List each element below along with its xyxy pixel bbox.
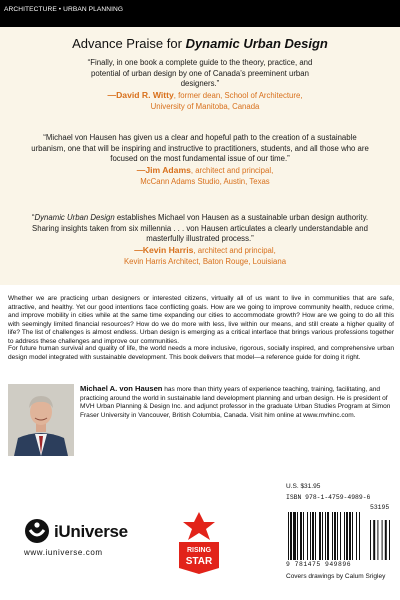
- author-bio-text: has more than thirty years of experience teaching, training, facilitating, and practicing around the world in sustainable land development planning and urban design. He is president of MVH Urban Planning & Design Inc. and adjunct professor in the graduate Urban Studies Program at Simon Fraser University in Vancouver, British Columbia, Canada. Visit him online at www.mvhinc.com.: [80, 386, 391, 419]
- cover-credit: Covers drawings by Calum Srigley: [286, 573, 386, 580]
- quote-attribution: [40, 245, 370, 267]
- description-paragraph: Whether we are practicing urban designers or interested citizens, virtually all of us want to live in communities that are safe, attractive, and healthy. Yet our good intentions face conflicting goals. How are we going to improve community health, reduce crime, and improve mobility in cities while at the same time expanding our cities to accommodate growth? How are we going to do all this with seemingly limited financial resources? How do we do more with less, live within our means, and still create a higher quality of life? The list of challenges is almost endless. Urban design is emerging as a critical interface that brings various professions together to address these challenges and improve our communities.: [8, 295, 394, 345]
- praise-title: [0, 36, 400, 51]
- praise-title-book: Dynamic Urban Design: [185, 36, 328, 51]
- quote-author: —Kevin Harris: [134, 245, 194, 255]
- isbn-addon: 53195: [370, 504, 390, 511]
- quote-book-title: Dynamic Urban Design: [34, 213, 115, 222]
- description-paragraph: For future human survival and quality of life, the world needs a more inclusive, rigorous, socially inspired, and comprehensive urban design model integrated with sustainable development. This book delivers that model—a reference guide for doing it right.: [8, 345, 394, 361]
- quote-attribution: [40, 165, 370, 187]
- quote-author: —Jim Adams: [136, 165, 191, 175]
- quote-role: , architect and principal,: [193, 246, 276, 255]
- quote-author: —David R. Witty: [107, 90, 174, 100]
- quote-affiliation: Kevin Harris Architect, Baton Rouge, Louisiana: [123, 256, 287, 266]
- praise-title-prefix: Advance Praise for: [72, 36, 186, 51]
- price: U.S. $31.95: [286, 483, 321, 490]
- publisher-url: www.iuniverse.com: [24, 548, 103, 557]
- category-bar: [0, 0, 400, 27]
- publisher-logo: [24, 510, 154, 562]
- quote-text: “Finally, in one book a complete guide to the theory, practice, and potential of urban design by one of Canada’s preeminent urban designers.”: [87, 58, 313, 88]
- category-label: ARCHITECTURE • URBAN PLANNING: [4, 6, 124, 13]
- quote-affiliation: University of Manitoba, Canada: [150, 101, 260, 111]
- quote-affiliation: McCann Adams Studio, Austin, Texas: [140, 176, 270, 186]
- badge-top-text: RISING: [186, 547, 212, 554]
- barcode-bars: [286, 512, 394, 560]
- quote-role: , architect and principal,: [190, 166, 274, 175]
- barcode-digits: 9 781475 949896: [286, 561, 352, 568]
- badge-bottom-text: STAR: [185, 556, 213, 567]
- author-bio: [80, 385, 392, 420]
- author-name: Michael A. von Hausen: [80, 384, 163, 393]
- quote-text: “Dynamic Urban Design establishes Michael von Hausen as a sustainable urban design authority. Sharing insights taken from six millennia . . . von Hausen articulates a clearly understandable and masterfully illustrated process.”: [31, 213, 369, 243]
- publisher-name: iUniverse: [54, 522, 128, 541]
- author-photo: [8, 384, 74, 456]
- rising-star-badge: [176, 510, 222, 574]
- isbn-text: ISBN 978-1-4759-4989-6: [286, 494, 371, 501]
- quote-attribution: [40, 90, 370, 112]
- isbn-barcode: [284, 492, 396, 580]
- iuniverse-icon: [24, 518, 50, 544]
- quote-role: , former dean, School of Architecture,: [173, 91, 303, 100]
- quote-text: “Michael von Hausen has given us a clear and hopeful path to the creation of a sustainable urbanism, one that will be inspiring and instructive to practitioners, students, and all those who are focused on the most fundamental issue of our time.”: [31, 133, 369, 163]
